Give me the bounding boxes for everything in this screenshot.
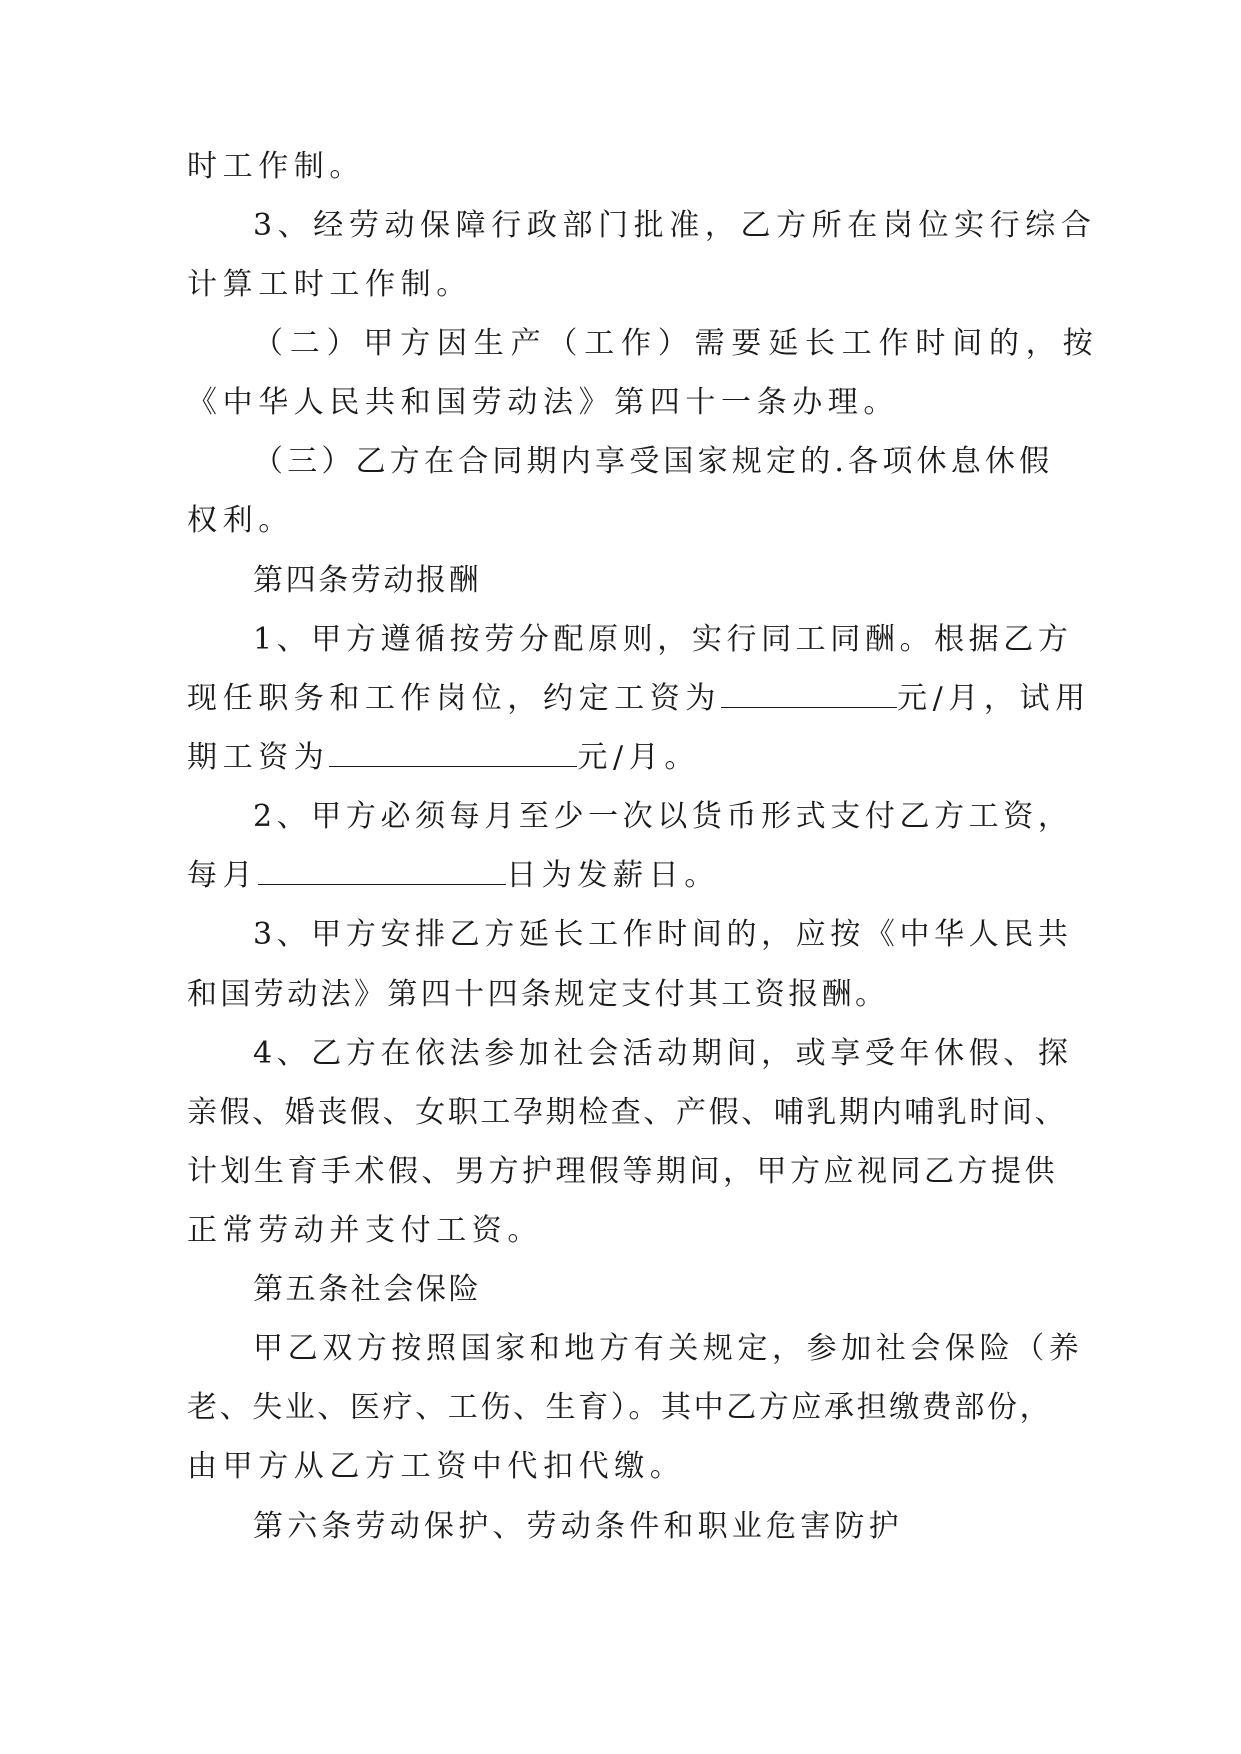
probation-salary-blank-field [329, 740, 577, 767]
text-segment: 每月 [187, 858, 259, 893]
text-line: （二）甲方因生产（工作）需要延长工作时间的，按 [253, 326, 1100, 361]
text-line: 4、乙方在依法参加社会活动期间，或享受年休假、探 [253, 1036, 1073, 1071]
text-segment: 现任职务和工作岗位，约定工资为 [187, 681, 721, 716]
section-heading: 第六条劳动保护、劳动条件和职业危害防护 [253, 1509, 903, 1544]
text-segment: 元/月。 [577, 740, 700, 775]
text-line: 亲假、婚丧假、女职工孕期检查、产假、哺乳期内哺乳时间、 [187, 1095, 1068, 1130]
text-line: 计算工时工作制。 [187, 267, 472, 302]
text-line: 1、甲方遵循按劳分配原则，实行同工同酬。根据乙方 [253, 622, 1073, 657]
text-line: 和国劳动法》第四十四条规定支付其工资报酬。 [187, 977, 889, 1012]
text-line: 计划生育手术假、男方护理假等期间，甲方应视同乙方提供 [187, 1154, 1058, 1189]
text-line: 正常劳动并支付工资。 [187, 1213, 543, 1248]
text-line: （三）乙方在合同期内享受国家规定的.各项休息休假 [253, 444, 1054, 479]
text-line: 权利。 [187, 503, 294, 538]
section-heading: 第五条社会保险 [253, 1272, 482, 1307]
text-line: 时工作制。 [187, 149, 365, 184]
text-segment: 元/月，试用 [897, 681, 1091, 716]
text-line: 甲乙双方按照国家和地方有关规定，参加社会保险（养 [253, 1331, 1084, 1366]
text-line: 3、经劳动保障行政部门批准，乙方所在岗位实行综合 [253, 208, 1097, 243]
text-line: 3、甲方安排乙方延长工作时间的，应按《中华人民共 [253, 917, 1073, 952]
text-line: 老、失业、医疗、工伤、生育）。其中乙方应承担缴费部份， [187, 1390, 1053, 1425]
text-line-with-blank [187, 738, 700, 778]
text-line: 2、甲方必须每月至少一次以货币形式支付乙方工资， [253, 799, 1073, 834]
text-line: 由甲方从乙方工资中代扣代缴。 [187, 1449, 686, 1484]
text-line: 《中华人民共和国劳动法》第四十一条办理。 [187, 385, 899, 420]
payday-blank-field [258, 858, 506, 885]
section-heading: 第四条劳动报酬 [253, 563, 482, 598]
text-line-with-blank [187, 679, 1091, 719]
text-segment: 日为发薪日。 [506, 858, 720, 893]
text-segment: 期工资为 [187, 740, 330, 775]
text-line-with-blank [187, 856, 720, 896]
salary-blank-field [721, 681, 897, 708]
